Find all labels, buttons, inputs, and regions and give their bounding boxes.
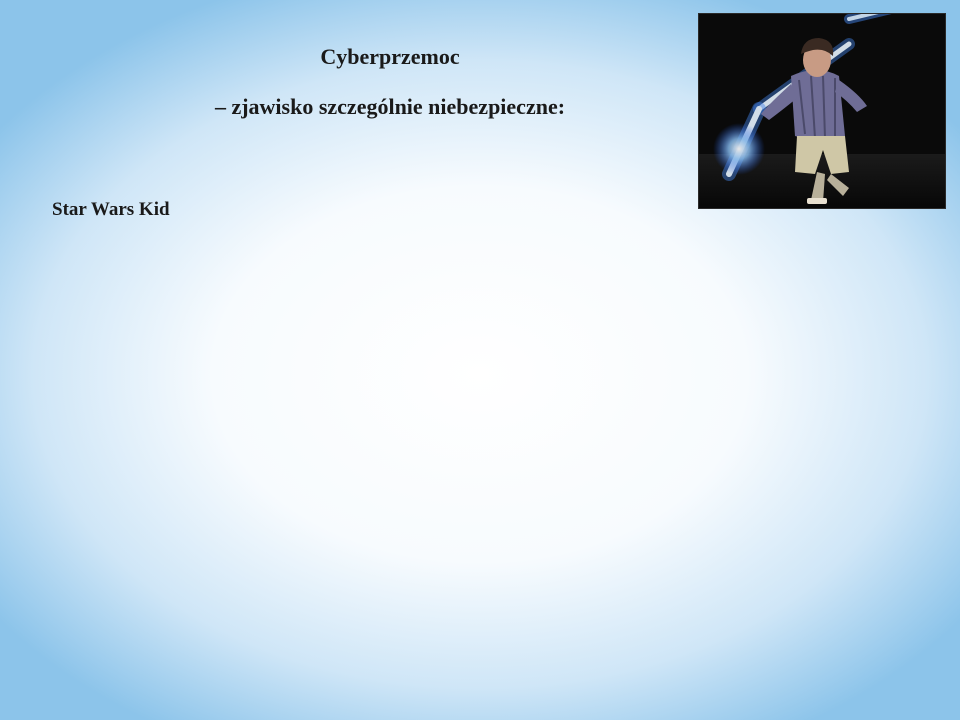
photo-icon [698,13,946,209]
slide-title: Cyberprzemoc [320,44,460,69]
content-block [52,196,916,624]
section-heading: Star Wars Kid [52,199,170,220]
article-text [52,224,916,624]
photo-illustration [699,14,945,208]
slide-subtitle: – zjawisko szczególnie niebezpieczne: [214,94,566,119]
